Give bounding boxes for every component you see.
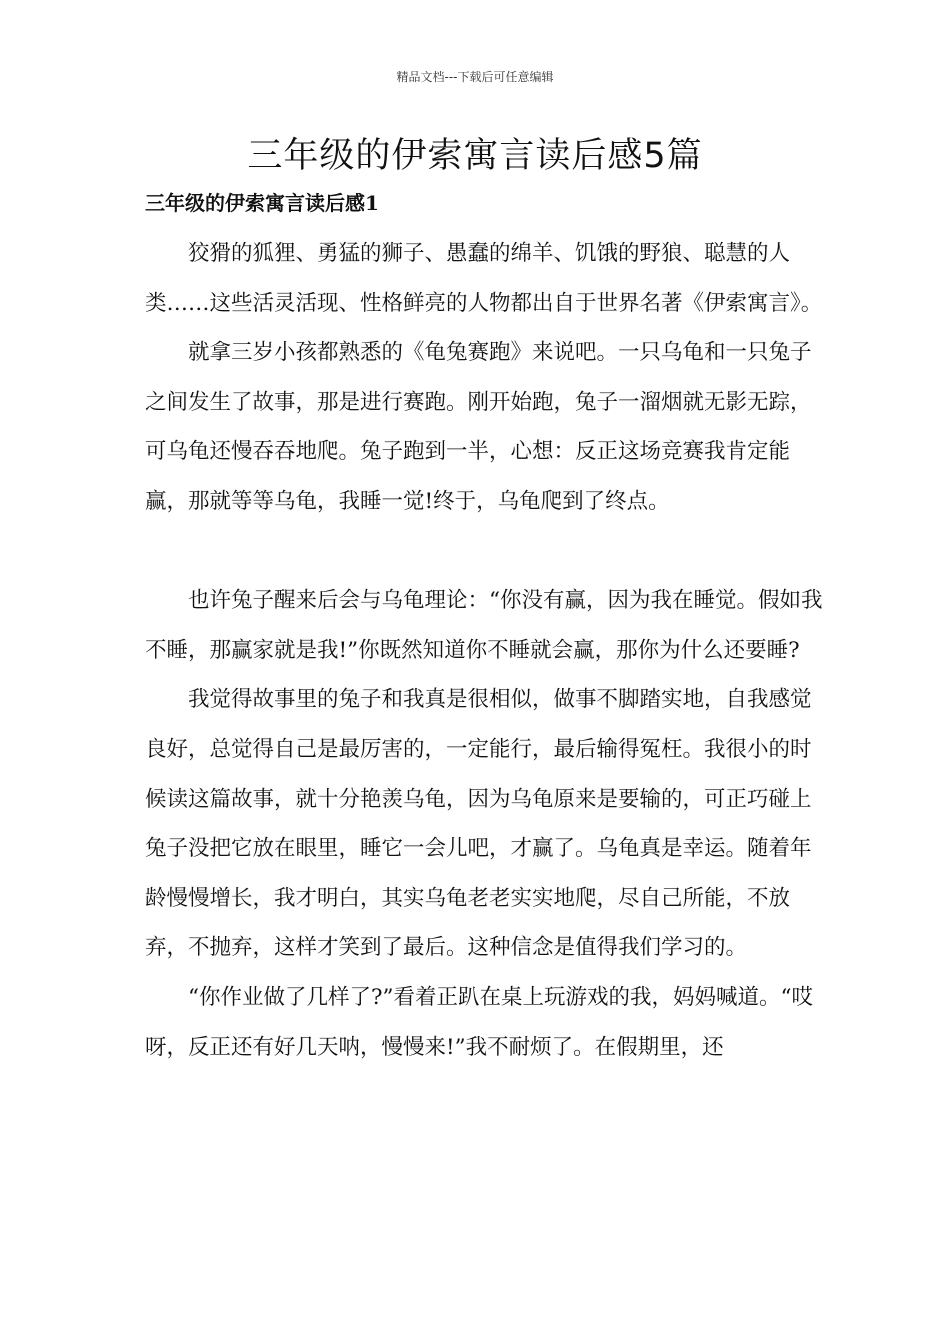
header-note: 精品文档---下载后可任意编辑 [396,70,554,84]
section-subtitle: 三年级的伊索寓言读后感1 [145,191,379,215]
paragraph: 也许兔子醒来后会与乌龟理论：“你没有赢，因为我在睡觉。假如我不睡，那赢家就是我!”你既然知道你不睡就会赢，那你为什么还要睡? [145,588,823,663]
document-title: 三年级的伊索寓言读后感5篇 [247,136,703,176]
document-body [145,229,825,1072]
paragraph: “你作业做了几样了?”看着正趴在桌上玩游戏的我，妈妈喊道。“哎呀，反正还有好几天呐，慢慢来!”我不耐烦了。在假期里，还 [145,984,814,1060]
paragraph: 我觉得故事里的兔子和我真是很相似，做事不脚踏实地，自我感觉良好，总觉得自己是最厉害的，一定能行，最后输得冤枉。我很小的时候读这篇故事，就十分艳羡乌龟，因为乌龟原来是要输的，可正巧碰上兔子没把它放在眼里，睡它一会儿吧，才赢了。乌龟真是幸运。随着年龄慢慢增长，我才明白，其实乌龟老老实实地爬，尽自己所能，不放弃，不抛弃，这样才笑到了最后。这种信念是值得我们学习的。 [145,687,812,961]
paragraph: 就拿三岁小孩都熟悉的《龟兔赛跑》来说吧。一只乌龟和一只兔子之间发生了故事，那是进行赛跑。刚开始跑，兔子一溜烟就无影无踪，可乌龟还慢吞吞地爬。兔子跑到一半，心想：反正这场竞赛我肯定能赢，那就等等乌龟，我睡一觉!终于，乌龟爬到了终点。 [145,340,812,514]
paragraph: 狡猾的狐狸、勇猛的狮子、愚蠢的绵羊、饥饿的野狼、聪慧的人类……这些活灵活现、性格鲜亮的人物都出自于世界名著《伊索寓言》。 [145,241,823,316]
